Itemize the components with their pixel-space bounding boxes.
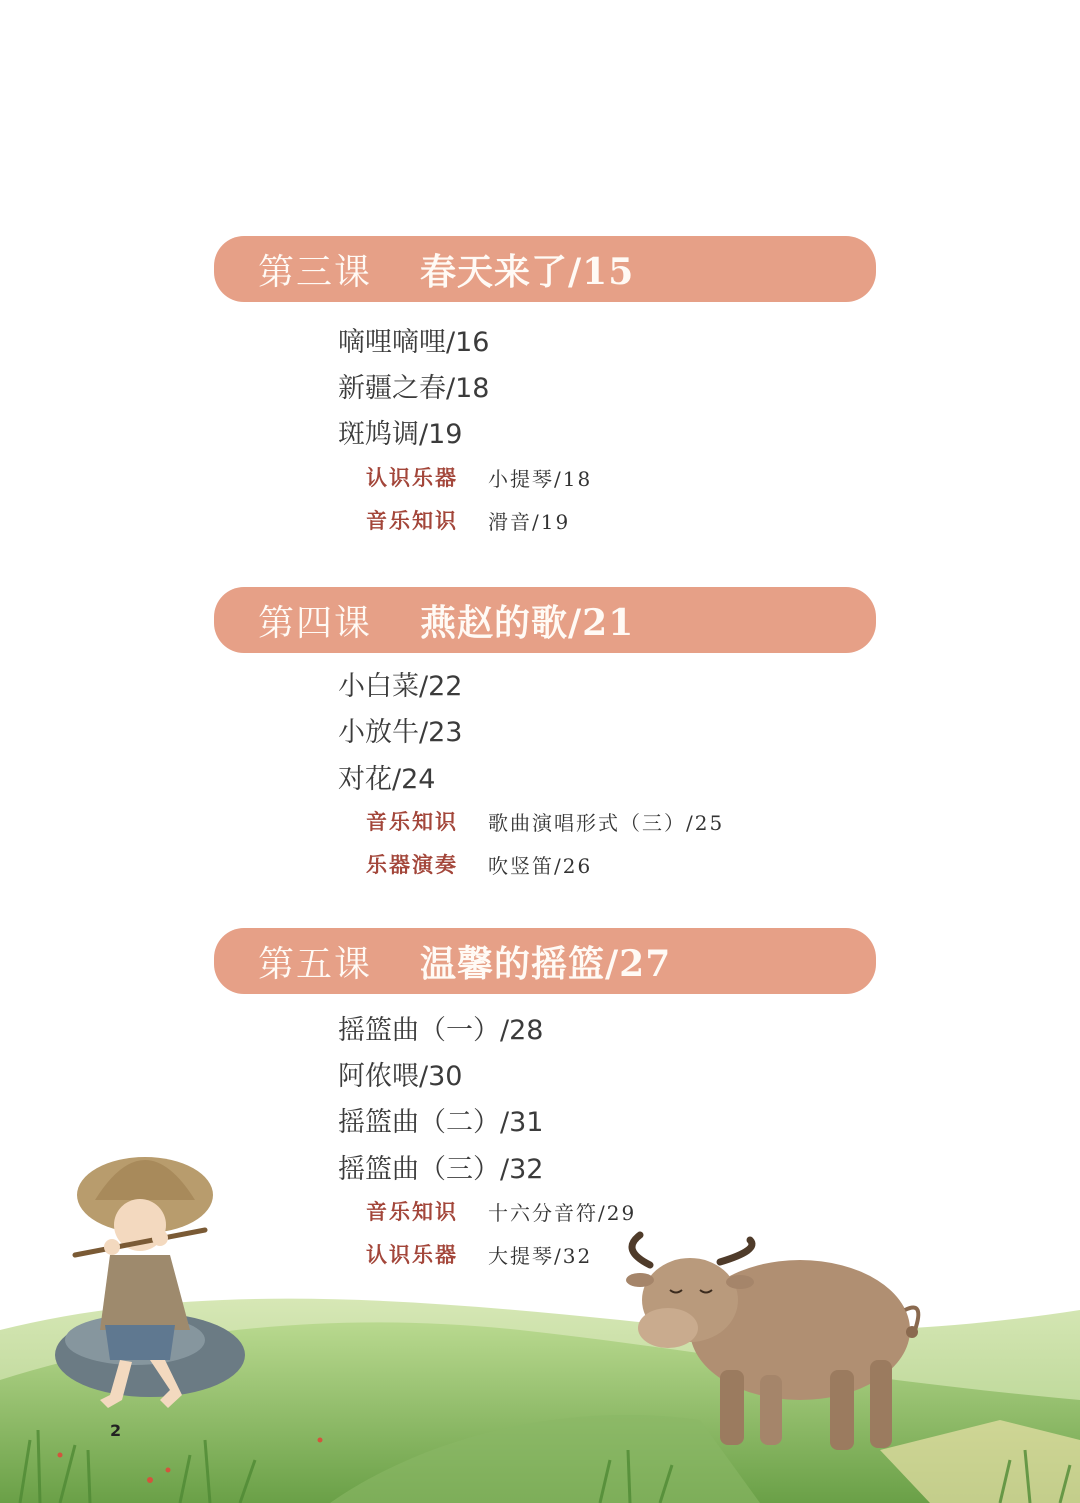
song-entry[interactable]: 摇篮曲（二）/31 xyxy=(338,1107,544,1138)
knowledge-category: 乐器演奏 xyxy=(366,852,458,877)
lesson-title: 温馨的摇篮/27 xyxy=(420,942,672,985)
knowledge-category: 认识乐器 xyxy=(366,465,458,490)
knowledge-item[interactable]: 小提琴/18 xyxy=(488,467,593,491)
knowledge-category: 音乐知识 xyxy=(366,809,458,834)
knowledge-item[interactable]: 滑音/19 xyxy=(488,510,571,534)
knowledge-category: 音乐知识 xyxy=(366,508,458,533)
lesson-number: 第三课 xyxy=(258,251,373,293)
song-entry[interactable]: 摇篮曲（三）/32 xyxy=(338,1154,544,1185)
knowledge-category: 认识乐器 xyxy=(366,1242,458,1267)
knowledge-item[interactable]: 大提琴/32 xyxy=(488,1244,593,1268)
lesson-banner[interactable] xyxy=(214,236,876,302)
song-entry[interactable]: 小白菜/22 xyxy=(338,671,463,702)
song-entry[interactable]: 小放牛/23 xyxy=(338,717,463,748)
lesson-number: 第四课 xyxy=(258,602,373,644)
lesson-title: 燕赵的歌/21 xyxy=(420,601,635,644)
song-entry[interactable]: 摇篮曲（一）/28 xyxy=(338,1015,544,1046)
knowledge-category: 音乐知识 xyxy=(366,1199,458,1224)
song-entry[interactable]: 新疆之春/18 xyxy=(338,373,490,404)
page-number: 2 xyxy=(110,1421,122,1440)
song-entry[interactable]: 阿侬喂/30 xyxy=(338,1061,463,1092)
song-entry[interactable]: 斑鸠调/19 xyxy=(338,419,463,450)
song-entry[interactable]: 对花/24 xyxy=(338,764,436,795)
lesson-title: 春天来了/15 xyxy=(420,250,635,293)
knowledge-item[interactable]: 吹竖笛/26 xyxy=(488,854,593,878)
lesson-banner[interactable] xyxy=(214,587,876,653)
meadow-illustration xyxy=(0,1120,1080,1503)
song-entry[interactable]: 嘀哩嘀哩/16 xyxy=(338,327,490,358)
lesson-number: 第五课 xyxy=(258,943,373,985)
lesson-banner[interactable] xyxy=(214,928,876,994)
knowledge-item[interactable]: 歌曲演唱形式（三）/25 xyxy=(488,811,725,835)
knowledge-item[interactable]: 十六分音符/29 xyxy=(488,1201,637,1225)
